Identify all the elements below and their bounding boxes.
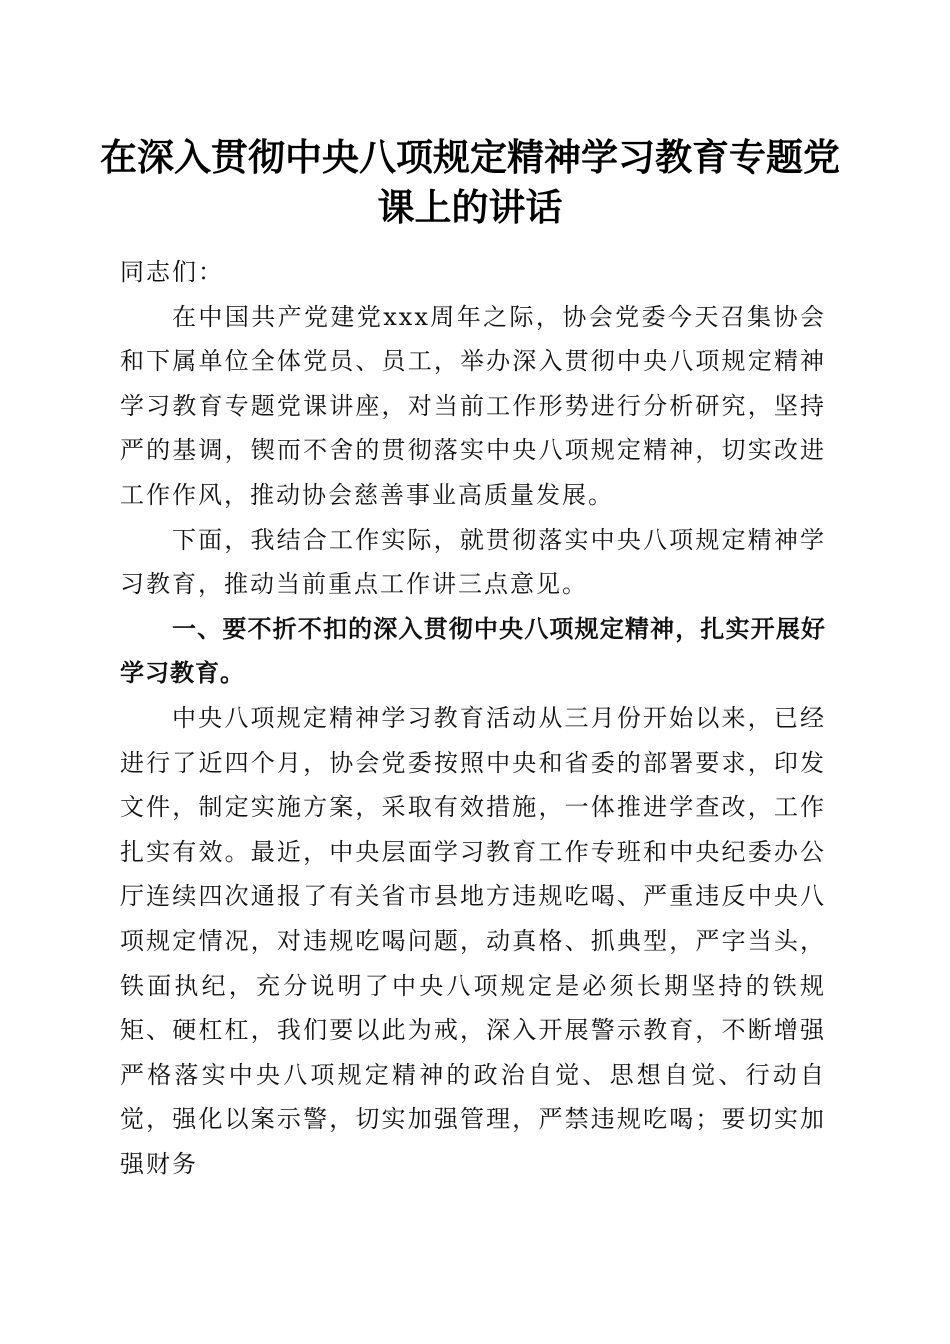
document-body [120,250,826,1178]
salutation: 同志们： [120,258,224,286]
section-one-paragraph: 中央八项规定精神学习教育活动从三月份开始以来，已经进行了近四个月，协会党委按照中央和省委的部署要求，印发文件，制定实施方案，采取有效措施，一体推进学查改，工作扎实有效。最近，中央层面学习教育工作专班和中央纪委办公厅连续四次通报了有关省市县地方违规吃喝、严重违反中央八项规定情况，对违规吃喝问题，动真格、抓典型，严字当头，铁面执纪，充分说明了中央八项规定是必须长期坚持的铁规矩、硬杠杠，我们要以此为戒，深入开展警示教育，不断增强严格落实中央八项规定精神的政治自觉、思想自觉、行动自觉，强化以案示警，切实加强管理，严禁违规吃喝；要切实加强财务 [120,703,826,1178]
paragraph-overview: 下面，我结合工作实际，就贯彻落实中央八项规定精神学习教育，推动当前重点工作讲三点意见。 [120,525,826,599]
paragraph-intro: 在中国共产党建党xxx周年之际，协会党委今天召集协会和下属单位全体党员、员工，举办深入贯彻中央八项规定精神学习教育专题党课讲座，对当前工作形势进行分析研究，坚持严的基调，锲而不舍的贯彻落实中央八项规定精神，切实改进工作作风，推动协会慈善事业高质量发展。 [120,302,826,509]
document-title: 在深入贯彻中央八项规定精神学习教育专题党课上的讲话 [100,135,840,229]
section-heading-one: 一、要不折不扣的深入贯彻中央八项规定精神，扎实开展好学习教育。 [120,614,826,688]
